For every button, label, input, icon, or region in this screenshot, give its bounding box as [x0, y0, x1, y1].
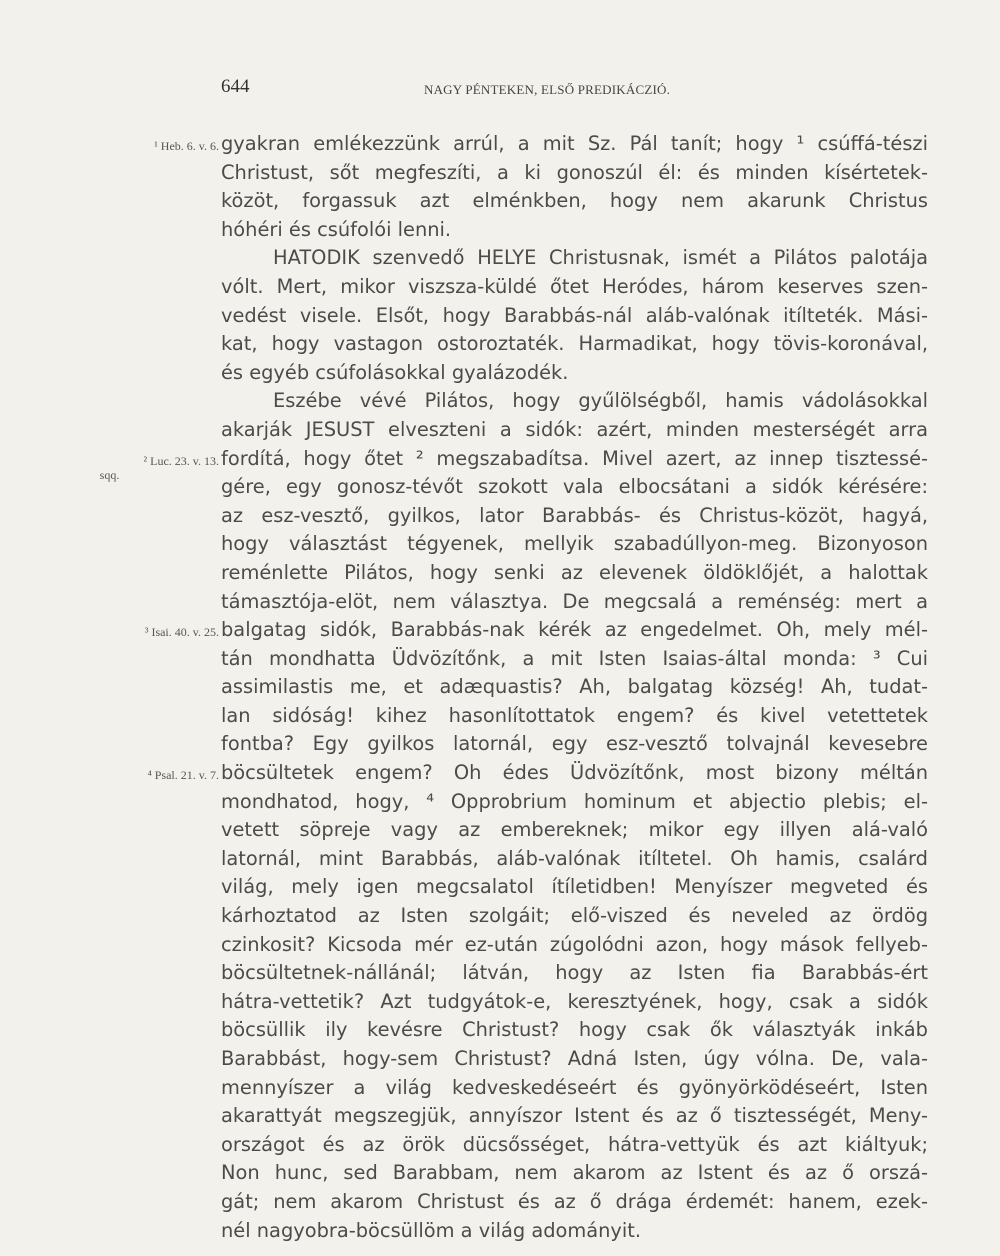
text-line: mondhatod, hogy, ⁴ Opprobrium hominum et abjectio plebis; el- [221, 789, 928, 813]
text-line: akarattyát megszegjük, annyíszor Istent és az ő tisztességét, Meny- [221, 1104, 928, 1128]
margin-reference-text: ² Luc. 23. v. 13. [143, 453, 219, 468]
text-line: közöt, forgassuk azt elménkben, hogy nem akarunk Christus [221, 189, 928, 213]
text-line: nél nagyobra-böcsüllöm a világ adományit. [221, 1218, 642, 1242]
margin-reference-text: ³ Isai. 40. v. 25. [144, 625, 219, 640]
text-line: gyakran emlékezzünk arrúl, a mit Sz. Pál tanít; hogy ¹ csúffá-tészi [221, 132, 928, 155]
text-line: gát; nem akarom Christust és az ő drága érdemét: hanem, ezek- [221, 1189, 928, 1213]
text-line: támasztója-elöt, nem választya. De megcsalá a reménség: mert a [221, 589, 928, 613]
margin-reference [0, 139, 219, 153]
text-line: kárhoztatod az Isten szolgáit; elő-viszed és neveled az ördög [221, 904, 928, 928]
text-line: tán mondhatta Üdvözítőnk, a mit Isten Isaias-által monda: ³ Cui [221, 646, 928, 670]
text-line: böcsültetek engem? Oh édes Üdvözítőnk, most bizony méltán [221, 761, 928, 785]
text-line: mennyíszer a világ kedveskedéseért és gyönyörködéseért, Isten [221, 1075, 928, 1099]
text-line: Barabbást, hogy-sem Christust? Adná Isten, úgy vólna. De, vala- [221, 1047, 928, 1070]
text-line: fontba? Egy gyilkos latornál, egy esz-vesztő tolvajnál kevesebre [221, 732, 928, 756]
text-line: lan sidóság! kihez hasonlítottatok engem? és kivel vetettetek [221, 703, 928, 727]
text-line: országot és az örök dücsősséget, hátra-vettyük és azt kiáltyuk; [221, 1132, 928, 1156]
text-line: gére, egy gonosz-tévőt szokott vala elbocsátani a sidók kérésére: [221, 475, 928, 499]
text-line: Eszébe vévé Pilátos, hogy gyűlölségből, hamis vádolásokkal [273, 389, 928, 413]
text-line: Non hunc, sed Barabbam, nem akarom az Istent és az ő orszá- [221, 1161, 928, 1185]
margin-reference [0, 768, 219, 782]
body-text [221, 130, 928, 1245]
text-line: vedést visele. Elsőt, hogy Barabbás-nál aláb-valónak itílteték. Mási- [221, 303, 928, 327]
text-line: kat, hogy vastagon ostoroztaték. Harmadikat, hogy tövis-koronával, [221, 332, 928, 356]
text-line: böcsültetnek-nállánál; látván, hogy az Isten fia Barabbás-ért [221, 961, 928, 985]
margin-reference-text: ⁴ Psal. 21. v. 7. [147, 768, 219, 783]
text-line: vetett söpreje vagy az embereknek; mikor egy illyen alá-való [221, 818, 928, 842]
margin-reference [0, 454, 219, 482]
text-line: hátra-vettetik? Azt tudgyátok-e, keresztyének, hogy, csak a sidók [221, 989, 928, 1013]
margin-reference [0, 625, 219, 639]
text-line: reménlette Pilátos, hogy senki az elevenek öldöklőjét, a halottak [221, 560, 928, 584]
text-line: assimilastis me, et adæquastis? Ah, balgatag község! Ah, tudat- [221, 675, 928, 699]
text-line: világ, mely igen megcsalatol ítíletidben! Menyíszer megveted és [221, 875, 928, 899]
text-line: hóhéri és csúfolói lenni. [221, 217, 452, 241]
text-line: hogy választást tégyenek, mellyik szabadúllyon-meg. Bizonyoson [221, 532, 928, 556]
text-line: az esz-vesztő, gyilkos, lator Barabbás- és Christus-közöt, hagyá, [221, 503, 928, 527]
text-line: akarják JESUST elveszteni a sidók: azért, minden mesterségét arra [221, 417, 928, 441]
text-line: vólt. Mert, mikor viszsza-küldé őtet Heródes, három keserves szen- [221, 274, 928, 298]
margin-reference-sub: sqq. [99, 467, 120, 482]
running-head: NAGY PÉNTEKEN, ELSŐ PREDIKÁCZIÓ. [424, 82, 671, 97]
text-line: fordítá, hogy őtet ² megszabadítsa. Mivel azert, az innep tisztessé- [221, 446, 928, 470]
text-line: és egyéb csúfolásokkal gyalázodék. [221, 360, 569, 384]
margin-reference-text: ¹ Heb. 6. v. 6. [154, 139, 219, 153]
text-line: Christust, sőt megfeszíti, a ki gonoszúl él: és minden kísértetek- [221, 160, 928, 184]
text-line: böcsüllik ily kevésre Christust? hogy csak ők választyák inkáb [221, 1018, 928, 1042]
text-line: latornál, mint Barabbás, aláb-valónak itíltetel. Oh hamis, csalárd [221, 846, 928, 870]
page-number: 644 [221, 76, 250, 97]
text-line: HATODIK szenvedő HELYE Christusnak, ismét a Pilátos palotája [273, 246, 928, 270]
text-line: czinkosit? Kicsoda mér ez-után zúgolódni azon, hogy mások fellyeb- [221, 932, 928, 956]
page-header [221, 72, 928, 102]
text-line: balgatag sidók, Barabbás-nak kérék az engedelmet. Oh, mely mél- [221, 618, 928, 642]
